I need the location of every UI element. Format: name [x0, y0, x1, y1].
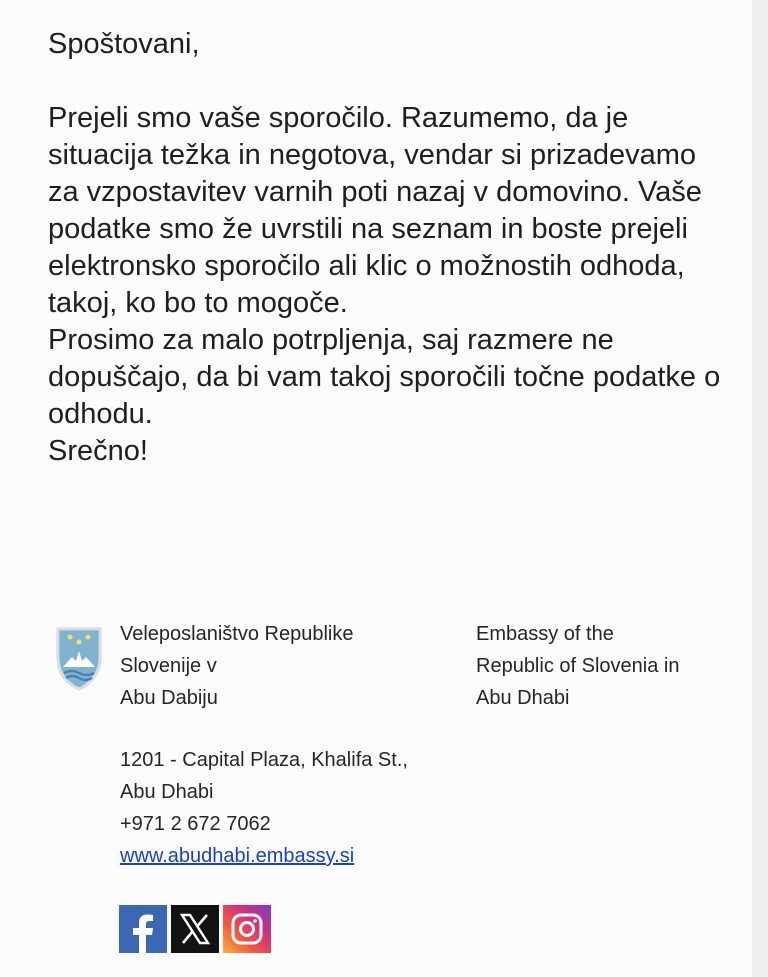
signature-en-line: Republic of Slovenia in	[476, 655, 680, 677]
greeting-text: Spoštovani,	[48, 28, 200, 60]
body-paragraph-2: Prosimo za malo potrpljenja, saj razmere ne dopuščajo, da bi vam takoj sporočili točne podatke o odhodu.	[48, 324, 721, 430]
social-links	[119, 905, 271, 953]
phone-number[interactable]: +971 2 672 7062	[120, 813, 271, 835]
body-paragraph-1: Prejeli smo vaše sporočilo. Razumemo, da je situacija težka in negotova, vendar si prizadevamo za vzpostavitev varnih poti nazaj v domovino. Vaše podatke smo že uvrstili na seznam in boste prejeli elektronsko sporočilo ali klic o možnostih odhoda, takoj, ko bo to mogoče.	[48, 102, 702, 319]
signature-sl-line: Slovenije v	[120, 655, 217, 677]
closing-text: Srečno!	[48, 435, 148, 467]
signature-sl-line: Abu Dabiju	[120, 687, 218, 709]
address-line: 1201 - Capital Plaza, Khalifa St.,	[120, 749, 408, 771]
signature-english	[476, 618, 679, 714]
instagram-icon[interactable]	[223, 905, 271, 953]
slovenia-coat-of-arms-icon	[50, 627, 108, 691]
signature-slovenian	[120, 618, 354, 714]
website-link[interactable]: www.abudhabi.embassy.si	[120, 845, 355, 867]
signature-sl-line: Veleposlaništvo Republike	[120, 623, 354, 645]
signature-en-line: Embassy of the	[476, 623, 614, 645]
blank-line	[48, 63, 728, 100]
address-line: Abu Dhabi	[120, 781, 214, 803]
signature-contact	[120, 744, 408, 872]
x-icon[interactable]	[171, 905, 219, 953]
page-gutter	[752, 0, 768, 977]
email-message	[48, 26, 728, 470]
facebook-icon[interactable]	[119, 905, 167, 953]
signature-en-line: Abu Dhabi	[476, 687, 570, 709]
